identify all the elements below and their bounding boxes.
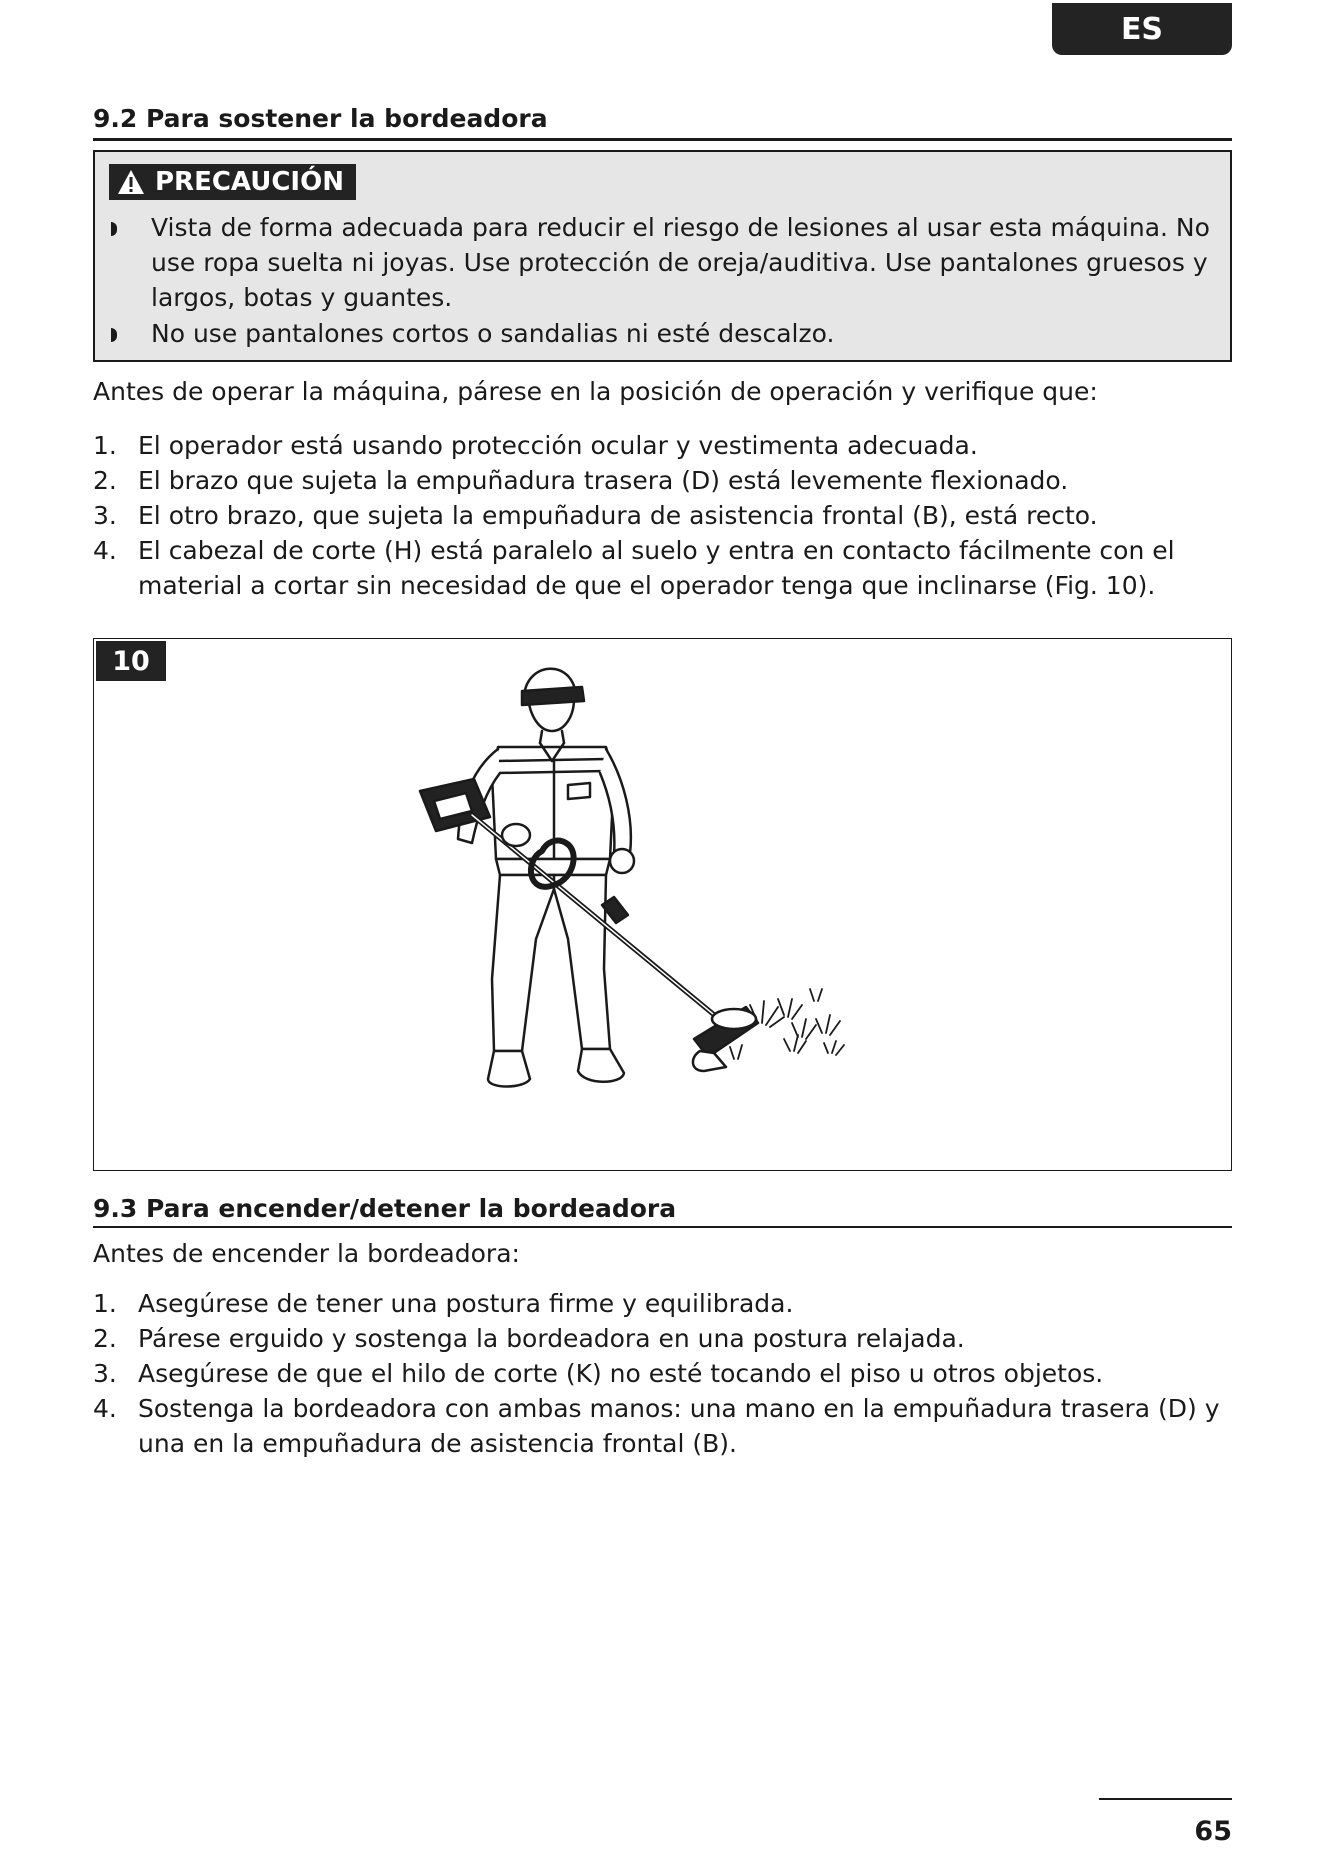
bullet-icon [111, 222, 117, 236]
caution-box [93, 150, 1232, 362]
list-number: 1. [93, 431, 117, 460]
language-tab: ES [1052, 3, 1232, 55]
page-number: 65 [1194, 1816, 1232, 1847]
section-9-3-intro: Antes de encender la bordeadora: [93, 1239, 520, 1268]
section-9-2-rule [93, 138, 1232, 141]
list-item [93, 1321, 1232, 1356]
list-item [93, 1286, 1232, 1321]
section-9-3-title: 9.3 Para encender/detener la bordeadora [93, 1194, 677, 1223]
section-9-3-rule [93, 1226, 1232, 1228]
caution-item-text: Vista de forma adecuada para reducir el riesgo de lesiones al usar esta máquina. No use ropa suelta ni joyas. Use protección de oreja/auditiva. Use pantalones gruesos y largos, botas y guantes. [151, 213, 1210, 312]
list-text: Sostenga la bordeadora con ambas manos: una mano en la empuñadura trasera (D) y una en la empuñadura de asistencia frontal (B). [138, 1394, 1220, 1458]
list-item [93, 1391, 1232, 1461]
list-item [93, 463, 1232, 498]
list-number: 3. [93, 501, 117, 530]
list-text: Asegúrese de tener una postura firme y equilibrada. [138, 1289, 794, 1318]
list-text: El operador está usando protección ocular y vestimenta adecuada. [138, 431, 978, 460]
list-number: 1. [93, 1289, 117, 1318]
list-text: Párese erguido y sostenga la bordeadora en una postura relajada. [138, 1324, 965, 1353]
list-item [93, 1356, 1232, 1391]
section-9-2-title: 9.2 Para sostener la bordeadora [93, 104, 548, 133]
caution-item [95, 316, 1230, 351]
caution-list [95, 210, 1230, 352]
caution-item-text: No use pantalones cortos o sandalias ni esté descalzo. [151, 319, 835, 348]
list-text: El cabezal de corte (H) está paralelo al suelo y entra en contacto fácilmente con el material a cortar sin necesidad de que el operador tenga que inclinarse (Fig. 10). [138, 536, 1175, 600]
list-number: 2. [93, 466, 117, 495]
bullet-icon [111, 328, 117, 342]
section-9-2-intro: Antes de operar la máquina, párese en la posición de operación y verifique que: [93, 377, 1098, 406]
caution-label [109, 164, 356, 200]
list-number: 3. [93, 1359, 117, 1388]
section-9-3-steps [93, 1286, 1232, 1461]
list-item [93, 533, 1232, 603]
caution-item [95, 210, 1230, 315]
caution-label-text: PRECAUCIÓN [155, 167, 344, 197]
footer-rule [1099, 1798, 1232, 1800]
trimmer-operator-illustration [94, 639, 1231, 1170]
section-9-2-steps [93, 428, 1232, 603]
figure-number: 10 [96, 641, 166, 681]
warning-triangle-icon [117, 169, 145, 195]
list-item [93, 428, 1232, 463]
list-text: Asegúrese de que el hilo de corte (K) no esté tocando el piso u otros objetos. [138, 1359, 1104, 1388]
figure-10 [93, 638, 1232, 1171]
list-number: 4. [93, 1394, 117, 1423]
list-text: El brazo que sujeta la empuñadura trasera (D) está levemente flexionado. [138, 466, 1069, 495]
list-item [93, 498, 1232, 533]
list-number: 2. [93, 1324, 117, 1353]
list-number: 4. [93, 536, 117, 565]
list-text: El otro brazo, que sujeta la empuñadura de asistencia frontal (B), está recto. [138, 501, 1098, 530]
